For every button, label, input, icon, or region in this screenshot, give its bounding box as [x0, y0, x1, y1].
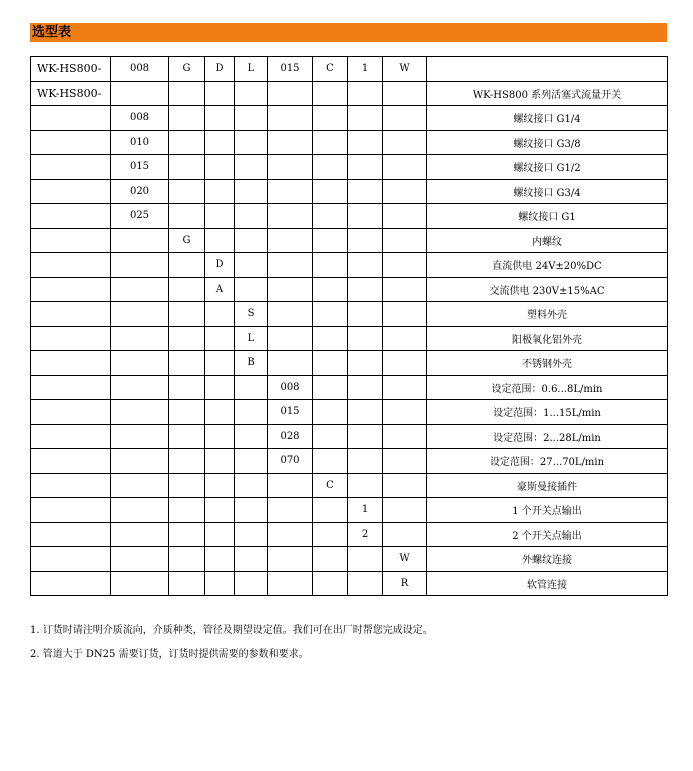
table-row: [31, 81, 668, 106]
table-row: [31, 204, 668, 229]
table-cell-range: [268, 547, 313, 572]
table-cell-power: D: [205, 57, 235, 82]
table-cell-size: 008: [111, 57, 169, 82]
table-cell-connector: [313, 253, 348, 278]
table-cell-range: [268, 473, 313, 498]
table-cell-size: [111, 351, 169, 376]
table-row: [31, 106, 668, 131]
table-cell-thread: [169, 424, 205, 449]
table-cell-connection: [383, 277, 427, 302]
table-cell-thread: [169, 130, 205, 155]
table-cell-power: [205, 400, 235, 425]
table-cell-model: [31, 277, 111, 302]
table-cell-thread: G: [169, 57, 205, 82]
table-cell-description: 设定范围：0.6...8L/min: [427, 375, 668, 400]
table-cell-power: [205, 571, 235, 596]
table-row: [31, 302, 668, 327]
table-cell-thread: [169, 375, 205, 400]
table-cell-range: [268, 155, 313, 180]
table-cell-connector: [313, 81, 348, 106]
table-cell-description: 设定范围：1...15L/min: [427, 400, 668, 425]
table-cell-housing: [235, 449, 268, 474]
table-cell-housing: [235, 375, 268, 400]
table-cell-housing: [235, 277, 268, 302]
table-cell-range: [268, 228, 313, 253]
table-cell-size: [111, 400, 169, 425]
table-cell-thread: [169, 179, 205, 204]
table-row: [31, 498, 668, 523]
table-cell-range: 008: [268, 375, 313, 400]
table-cell-description: 设定范围：27...70L/min: [427, 449, 668, 474]
table-cell-connection: R: [383, 571, 427, 596]
table-cell-size: [111, 81, 169, 106]
table-cell-housing: [235, 106, 268, 131]
table-cell-connection: [383, 130, 427, 155]
table-cell-output: [348, 424, 383, 449]
table-cell-output: [348, 400, 383, 425]
table-cell-description: 螺纹接口 G1/4: [427, 106, 668, 131]
table-cell-power: [205, 375, 235, 400]
table-cell-model: [31, 204, 111, 229]
table-cell-range: [268, 302, 313, 327]
table-cell-thread: [169, 498, 205, 523]
table-cell-model: [31, 547, 111, 572]
table-row: [31, 277, 668, 302]
table-cell-connector: C: [313, 473, 348, 498]
table-cell-size: [111, 473, 169, 498]
table-cell-output: 1: [348, 498, 383, 523]
table-cell-output: [348, 130, 383, 155]
table-cell-connector: C: [313, 57, 348, 82]
table-cell-range: [268, 351, 313, 376]
table-cell-model: [31, 351, 111, 376]
table-cell-connector: [313, 522, 348, 547]
table-cell-range: [268, 498, 313, 523]
table-cell-size: [111, 277, 169, 302]
table-cell-output: 1: [348, 57, 383, 82]
table-cell-size: [111, 449, 169, 474]
table-row: [31, 130, 668, 155]
title-bar: [30, 23, 667, 42]
table-cell-connection: [383, 473, 427, 498]
table-cell-power: D: [205, 253, 235, 278]
table-cell-connection: [383, 522, 427, 547]
table-cell-power: [205, 547, 235, 572]
table-cell-range: [268, 326, 313, 351]
table-cell-output: [348, 179, 383, 204]
table-cell-power: [205, 522, 235, 547]
table-cell-range: [268, 571, 313, 596]
table-cell-size: [111, 522, 169, 547]
table-cell-model: [31, 498, 111, 523]
table-row: [31, 326, 668, 351]
table-cell-connector: [313, 204, 348, 229]
table-row: [31, 57, 668, 82]
table-cell-description: 直流供电 24V±20%DC: [427, 253, 668, 278]
note-2: 2. 管道大于 DN25 需要订货，订货时提供需要的参数和要求。: [30, 649, 309, 660]
table-cell-model: [31, 253, 111, 278]
table-cell-thread: [169, 106, 205, 131]
table-cell-power: [205, 449, 235, 474]
table-cell-model: [31, 106, 111, 131]
table-cell-thread: [169, 204, 205, 229]
table-cell-connection: [383, 106, 427, 131]
table-cell-connector: [313, 326, 348, 351]
table-cell-housing: [235, 204, 268, 229]
table-row: [31, 351, 668, 376]
table-row: [31, 547, 668, 572]
table-cell-housing: [235, 424, 268, 449]
table-cell-range: [268, 277, 313, 302]
table-cell-housing: [235, 130, 268, 155]
table-cell-model: WK-HS800-: [31, 57, 111, 82]
table-cell-range: [268, 204, 313, 229]
table-cell-housing: B: [235, 351, 268, 376]
table-cell-range: [268, 106, 313, 131]
table-cell-connection: [383, 302, 427, 327]
table-row: [31, 228, 668, 253]
table-cell-thread: [169, 449, 205, 474]
table-cell-housing: L: [235, 57, 268, 82]
table-cell-connector: [313, 424, 348, 449]
table-cell-output: [348, 155, 383, 180]
table-cell-connection: [383, 204, 427, 229]
table-cell-output: [348, 449, 383, 474]
table-cell-power: [205, 473, 235, 498]
table-cell-thread: [169, 81, 205, 106]
table-cell-range: [268, 179, 313, 204]
table-cell-size: [111, 547, 169, 572]
table-row: [31, 473, 668, 498]
table-cell-connection: [383, 81, 427, 106]
table-cell-output: [348, 302, 383, 327]
table-cell-description: 内螺纹: [427, 228, 668, 253]
table-cell-connector: [313, 228, 348, 253]
table-cell-connection: [383, 375, 427, 400]
selection-table: [30, 56, 668, 596]
table-cell-range: 015: [268, 400, 313, 425]
table-cell-output: [348, 253, 383, 278]
table-cell-thread: [169, 277, 205, 302]
table-cell-output: [348, 228, 383, 253]
table-row: [31, 253, 668, 278]
table-cell-housing: S: [235, 302, 268, 327]
table-cell-size: 025: [111, 204, 169, 229]
page-title: 选型表: [32, 25, 72, 40]
table-cell-thread: [169, 351, 205, 376]
table-cell-connector: [313, 179, 348, 204]
table-cell-model: [31, 375, 111, 400]
table-cell-output: 2: [348, 522, 383, 547]
table-cell-model: [31, 400, 111, 425]
table-cell-housing: L: [235, 326, 268, 351]
table-cell-connector: [313, 351, 348, 376]
table-cell-thread: [169, 302, 205, 327]
table-cell-connector: [313, 400, 348, 425]
table-cell-connector: [313, 155, 348, 180]
table-cell-description: WK-HS800 系列活塞式流量开关: [427, 81, 668, 106]
table-cell-housing: [235, 547, 268, 572]
table-cell-connector: [313, 571, 348, 596]
table-cell-housing: [235, 179, 268, 204]
table-cell-size: 020: [111, 179, 169, 204]
table-cell-housing: [235, 155, 268, 180]
table-cell-thread: [169, 326, 205, 351]
table-cell-description: 不锈钢外壳: [427, 351, 668, 376]
table-cell-housing: [235, 522, 268, 547]
table-cell-description: 设定范围：2...28L/min: [427, 424, 668, 449]
table-cell-model: [31, 326, 111, 351]
table-row: [31, 400, 668, 425]
table-cell-output: [348, 571, 383, 596]
table-cell-housing: [235, 228, 268, 253]
table-cell-output: [348, 326, 383, 351]
table-cell-size: [111, 302, 169, 327]
table-row: [31, 155, 668, 180]
table-cell-power: [205, 228, 235, 253]
table-cell-range: [268, 81, 313, 106]
table-cell-output: [348, 375, 383, 400]
table-cell-connector: [313, 302, 348, 327]
table-cell-connection: [383, 498, 427, 523]
table-cell-model: [31, 473, 111, 498]
table-cell-connector: [313, 375, 348, 400]
table-cell-power: [205, 81, 235, 106]
table-cell-thread: [169, 253, 205, 278]
table-cell-size: [111, 326, 169, 351]
table-cell-power: [205, 326, 235, 351]
table-cell-size: 010: [111, 130, 169, 155]
table-cell-thread: [169, 571, 205, 596]
table-row: [31, 449, 668, 474]
table-cell-model: [31, 424, 111, 449]
table-cell-housing: [235, 498, 268, 523]
table-row: [31, 424, 668, 449]
table-cell-power: A: [205, 277, 235, 302]
table-cell-power: [205, 424, 235, 449]
table-row: [31, 375, 668, 400]
table-cell-housing: [235, 473, 268, 498]
table-cell-size: [111, 228, 169, 253]
table-cell-thread: [169, 400, 205, 425]
table-row: [31, 179, 668, 204]
table-cell-thread: [169, 155, 205, 180]
table-cell-size: [111, 253, 169, 278]
table-cell-housing: [235, 571, 268, 596]
table-cell-connector: [313, 547, 348, 572]
table-cell-output: [348, 204, 383, 229]
table-cell-description: 塑料外壳: [427, 302, 668, 327]
table-cell-size: 015: [111, 155, 169, 180]
table-cell-description: 1 个开关点输出: [427, 498, 668, 523]
table-cell-range: [268, 522, 313, 547]
table-cell-connection: [383, 155, 427, 180]
table-cell-model: [31, 449, 111, 474]
table-cell-power: [205, 155, 235, 180]
note-1: 1. 订货时请注明介质流向，介质种类，管径及期望设定值。我们可在出厂时帮您完成设定。: [30, 625, 433, 636]
table-cell-power: [205, 179, 235, 204]
table-cell-power: [205, 106, 235, 131]
table-cell-connector: [313, 277, 348, 302]
table-cell-power: [205, 351, 235, 376]
table-row: [31, 571, 668, 596]
table-cell-connection: [383, 179, 427, 204]
table-cell-description: 豪斯曼接插件: [427, 473, 668, 498]
table-cell-output: [348, 547, 383, 572]
table-cell-description: 螺纹接口 G1/2: [427, 155, 668, 180]
table-row: [31, 522, 668, 547]
table-cell-size: [111, 571, 169, 596]
table-cell-range: [268, 253, 313, 278]
table-cell-housing: [235, 253, 268, 278]
table-cell-connection: [383, 400, 427, 425]
table-cell-model: WK-HS800-: [31, 81, 111, 106]
table-cell-description: [427, 57, 668, 82]
table-cell-description: 螺纹接口 G3/4: [427, 179, 668, 204]
table-cell-description: 螺纹接口 G3/8: [427, 130, 668, 155]
table-cell-housing: [235, 81, 268, 106]
table-cell-size: [111, 424, 169, 449]
table-cell-size: [111, 375, 169, 400]
table-cell-model: [31, 571, 111, 596]
table-cell-output: [348, 106, 383, 131]
table-cell-model: [31, 155, 111, 180]
table-cell-model: [31, 130, 111, 155]
table-cell-range: 028: [268, 424, 313, 449]
table-cell-size: [111, 498, 169, 523]
table-cell-description: 2 个开关点输出: [427, 522, 668, 547]
table-cell-range: [268, 130, 313, 155]
table-cell-power: [205, 498, 235, 523]
table-cell-thread: G: [169, 228, 205, 253]
table-cell-connection: W: [383, 57, 427, 82]
table-cell-connection: [383, 326, 427, 351]
table-cell-description: 螺纹接口 G1: [427, 204, 668, 229]
table-cell-model: [31, 179, 111, 204]
table-cell-description: 交流供电 230V±15%AC: [427, 277, 668, 302]
table-cell-thread: [169, 473, 205, 498]
table-cell-output: [348, 473, 383, 498]
table-cell-connector: [313, 106, 348, 131]
table-cell-power: [205, 130, 235, 155]
table-cell-connection: [383, 228, 427, 253]
table-cell-output: [348, 351, 383, 376]
table-cell-model: [31, 522, 111, 547]
table-cell-thread: [169, 522, 205, 547]
table-cell-range: 015: [268, 57, 313, 82]
table-cell-description: 软管连接: [427, 571, 668, 596]
table-cell-range: 070: [268, 449, 313, 474]
table-cell-power: [205, 302, 235, 327]
table-cell-model: [31, 302, 111, 327]
table-cell-connector: [313, 449, 348, 474]
table-cell-description: 外螺纹连接: [427, 547, 668, 572]
table-cell-housing: [235, 400, 268, 425]
table-cell-connection: [383, 253, 427, 278]
table-cell-connection: [383, 449, 427, 474]
selection-table-body: [31, 57, 668, 596]
notes: [30, 624, 670, 672]
table-cell-output: [348, 81, 383, 106]
table-cell-connection: [383, 424, 427, 449]
table-cell-connector: [313, 130, 348, 155]
table-cell-model: [31, 228, 111, 253]
table-cell-thread: [169, 547, 205, 572]
table-cell-connection: [383, 351, 427, 376]
table-cell-power: [205, 204, 235, 229]
table-cell-description: 阳极氧化铝外壳: [427, 326, 668, 351]
table-cell-connector: [313, 498, 348, 523]
table-cell-output: [348, 277, 383, 302]
table-cell-connection: W: [383, 547, 427, 572]
table-cell-size: 008: [111, 106, 169, 131]
